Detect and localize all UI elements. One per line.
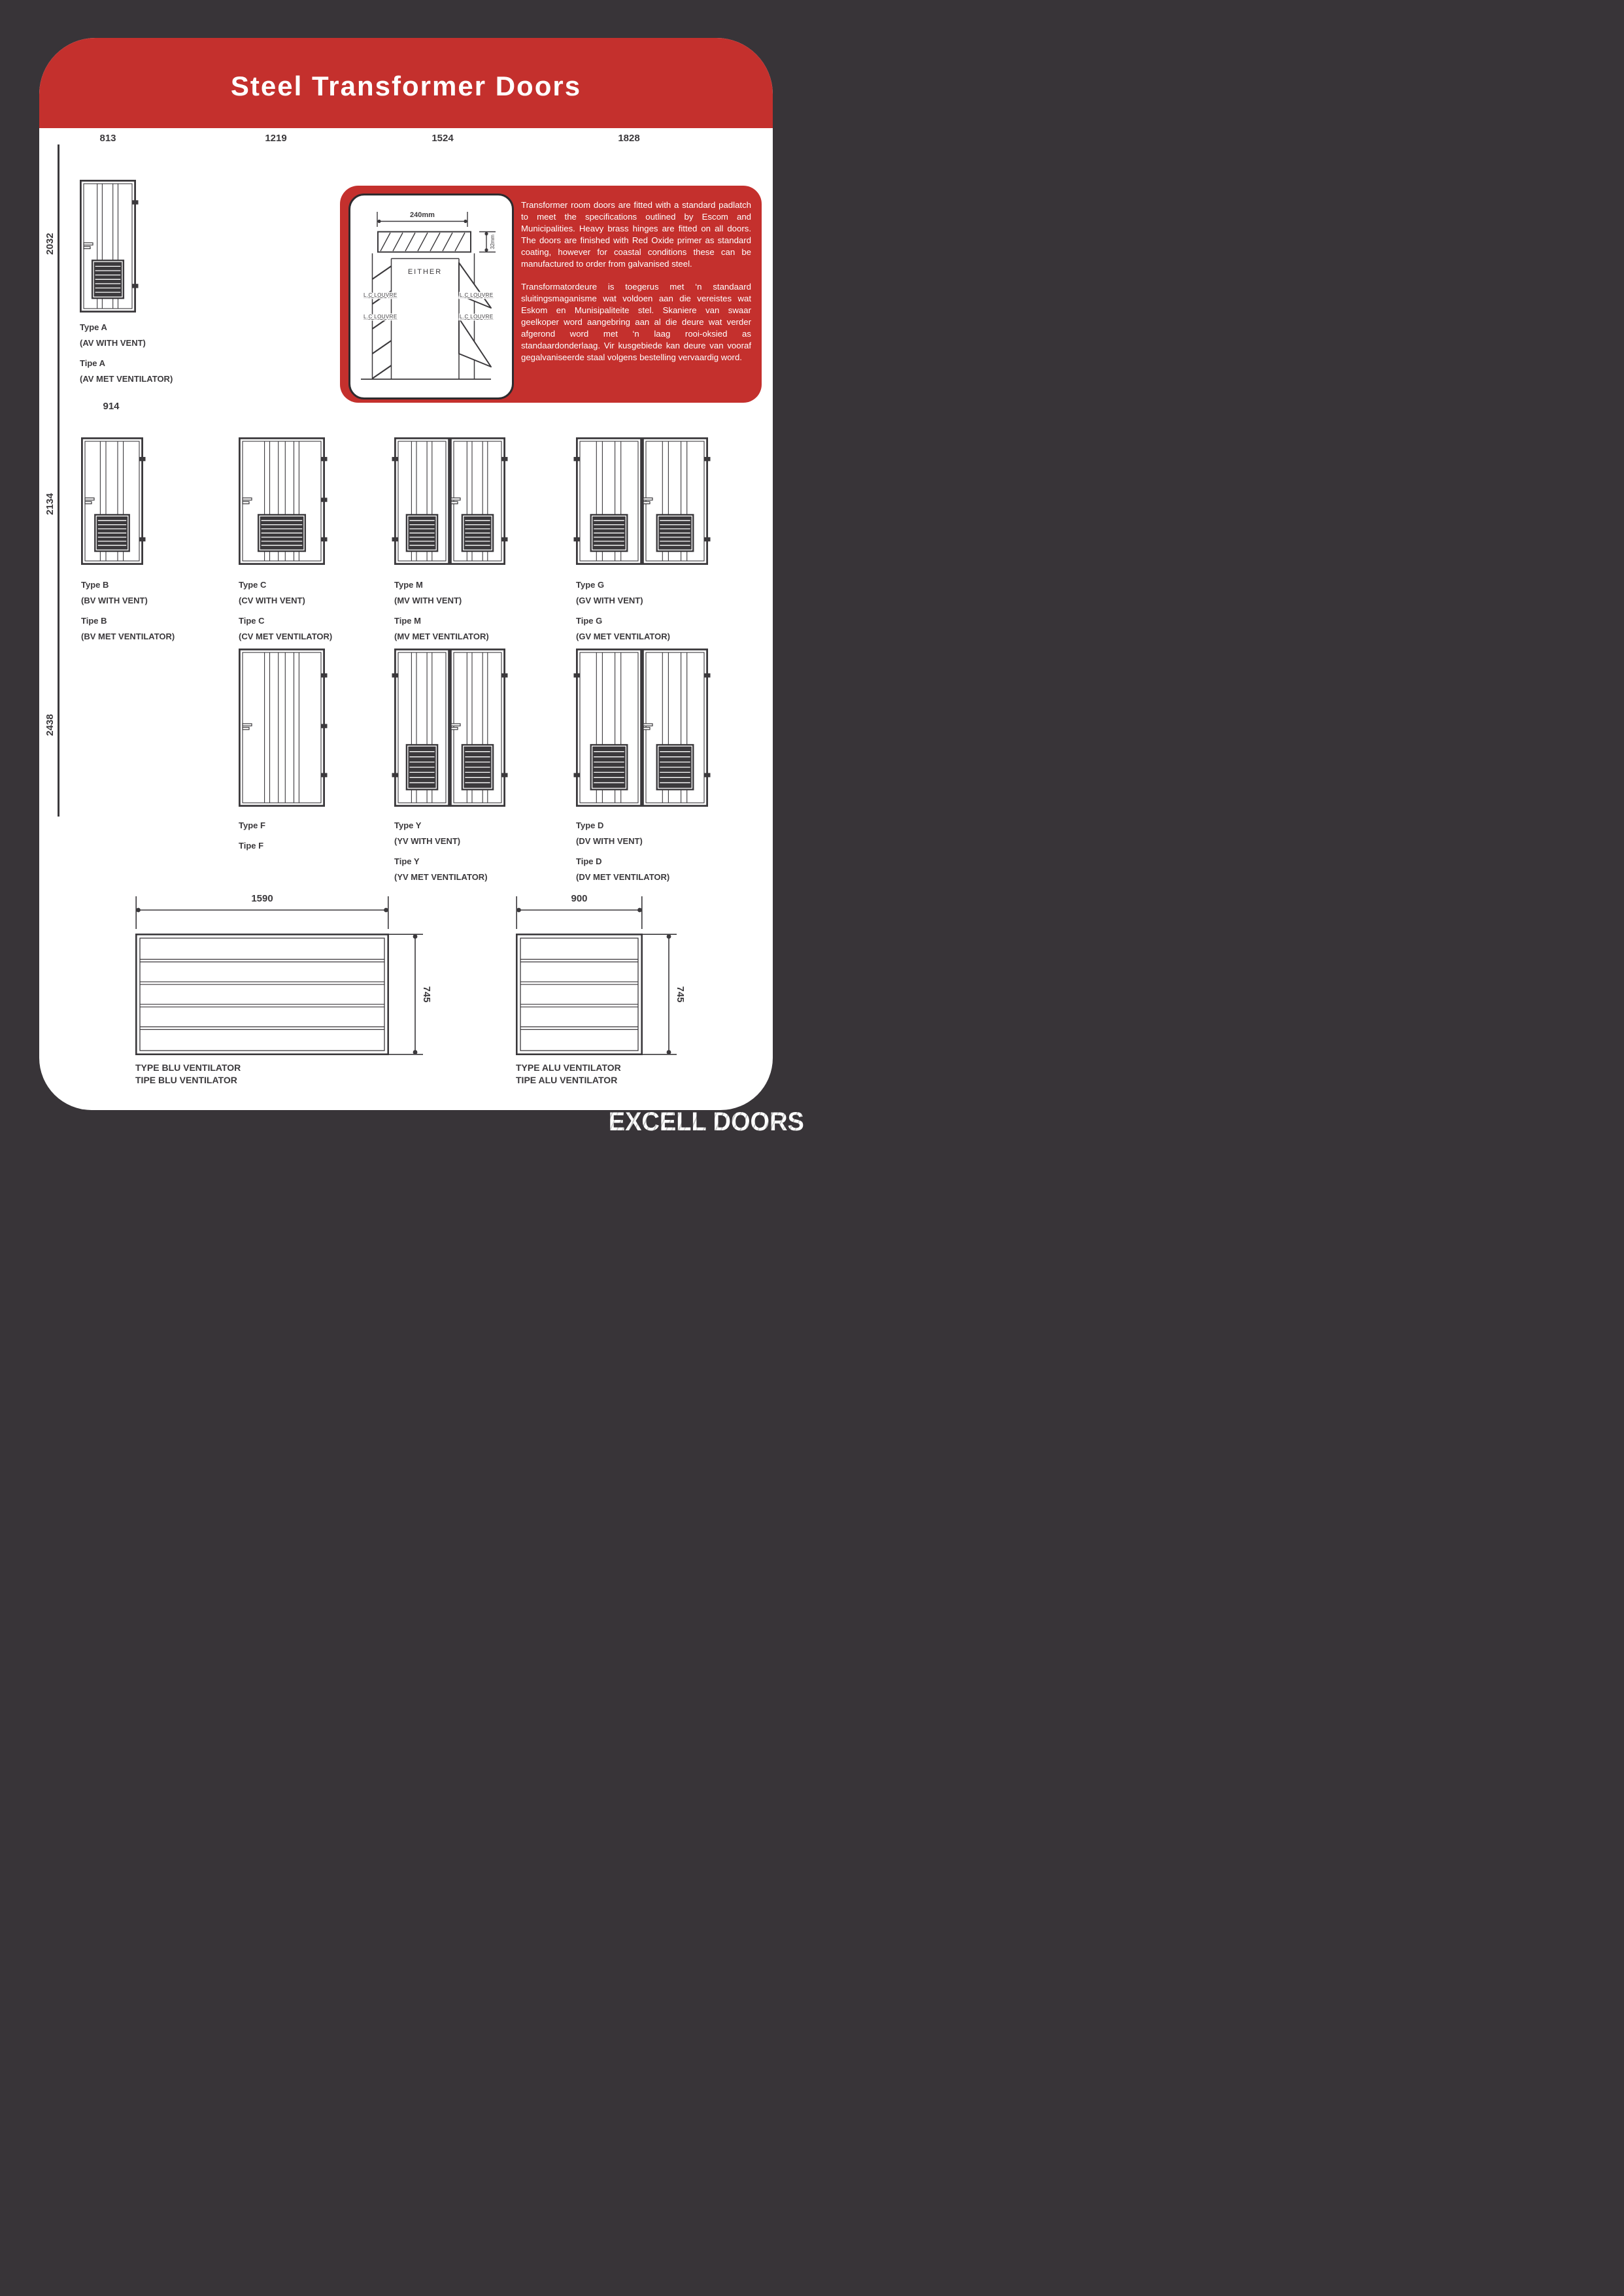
door-type-sublabel: (BV WITH VENT) <box>81 596 148 605</box>
ventilator-tipe-label: TIPE ALU VENTILATOR <box>516 1075 618 1085</box>
hinge-icon <box>133 284 139 288</box>
hinge-icon <box>502 457 508 461</box>
height-ruler-line <box>58 144 59 817</box>
door-type-label: Type F <box>239 820 265 830</box>
top-dim-1828: 1828 <box>618 133 640 144</box>
door-type-sublabel: (AV WITH VENT) <box>80 338 146 348</box>
side-dim-2438: 2438 <box>44 714 56 736</box>
door-type-sublabel: (MV WITH VENT) <box>394 596 462 605</box>
hinge-icon <box>133 200 139 204</box>
dim-32mm: 32mm <box>490 234 496 250</box>
ventilator-label-block <box>135 1062 241 1087</box>
hinge-icon <box>140 457 146 461</box>
door-label-block-m <box>394 577 489 645</box>
catalog-page <box>0 0 812 1148</box>
hinge-icon <box>502 673 508 677</box>
hinge-icon <box>705 457 711 461</box>
hinge-icon <box>322 537 328 541</box>
info-paragraph-english: Transformer room doors are fitted with a standard padlatch to meet the specifications outlined by Escom and Municipalities. Heavy brass hinges are fitted on all doors. The doors are finished with Red Oxide primer as standard coating, however for coastal conditions these can be manufactured to order from galvanised steel. <box>521 200 751 269</box>
door-type-label: Type G <box>576 580 605 590</box>
door-type-label: Type Y <box>394 820 422 830</box>
ventilator-type-label: TYPE ALU VENTILATOR <box>516 1062 621 1073</box>
hinge-icon <box>322 773 328 777</box>
hinge-icon <box>322 457 328 461</box>
hinge-icon <box>502 773 508 777</box>
top-dim-1524: 1524 <box>431 133 454 144</box>
door-label-block-b <box>81 577 175 645</box>
hinge-icon <box>322 724 328 728</box>
door-label-block-f <box>239 818 265 854</box>
door-drawing-m <box>390 437 509 565</box>
hinge-icon <box>502 537 508 541</box>
tech-drawing-svg <box>350 195 512 397</box>
door-tipe-sublabel: (GV MET VENTILATOR) <box>576 632 670 641</box>
door-type-sublabel: (YV WITH VENT) <box>394 836 461 846</box>
info-text <box>521 199 751 375</box>
door-type-sublabel: (CV WITH VENT) <box>239 596 305 605</box>
side-dim-2134: 2134 <box>44 493 56 515</box>
door-drawing-c <box>235 437 329 565</box>
hinge-icon <box>392 673 398 677</box>
either-label: EITHER <box>407 268 443 276</box>
lc-louvre-label-2: L.C LOUVRE <box>364 314 398 320</box>
page-title: Steel Transformer Doors <box>230 71 582 101</box>
door-label-block-g <box>576 577 670 645</box>
door-tipe-label: Tipe C <box>239 616 265 626</box>
louvre-section-drawing <box>348 194 514 399</box>
ventilator-drawing-blu <box>135 934 389 1055</box>
lc-louvre-label-4: L.C LOUVRE <box>460 314 494 320</box>
door-drawing-y <box>390 649 509 807</box>
ventilator-width-dim: 1590 <box>251 893 273 904</box>
hinge-icon <box>705 673 711 677</box>
dim-240mm: 240mm <box>410 211 435 219</box>
hinge-icon <box>574 673 580 677</box>
door-drawing-f <box>235 649 329 807</box>
door-type-label: Type B <box>81 580 109 590</box>
ventilator-height-dim: 745 <box>421 986 432 1003</box>
door-tipe-sublabel: (YV MET VENTILATOR) <box>394 872 488 882</box>
door-tipe-label: Tipe M <box>394 616 421 626</box>
hinge-icon <box>322 673 328 677</box>
lc-louvre-label-1: L.C LOUVRE <box>364 292 398 298</box>
louvre-blade-top <box>459 263 491 308</box>
door-type-label: Type D <box>576 820 604 830</box>
door-drawing-g <box>572 437 712 565</box>
door-tipe-label: Tipe G <box>576 616 603 626</box>
door-tipe-label: Tipe B <box>81 616 107 626</box>
door-type-sublabel: (DV WITH VENT) <box>576 836 643 846</box>
ventilator-drawing-alu <box>516 934 643 1055</box>
ventilator-width-dim: 900 <box>571 893 588 904</box>
side-dim-2032: 2032 <box>44 233 56 255</box>
door-tipe-sublabel: (CV MET VENTILATOR) <box>239 632 333 641</box>
door-tipe-label: Tipe Y <box>394 856 420 866</box>
door-label-block-c <box>239 577 332 645</box>
door-tipe-sublabel: (BV MET VENTILATOR) <box>81 632 175 641</box>
hinge-icon <box>574 773 580 777</box>
door-tipe-label: Tipe D <box>576 856 602 866</box>
door-tipe-label: Tipe F <box>239 841 264 851</box>
mid-dim-914: 914 <box>103 401 120 412</box>
info-box <box>340 186 762 403</box>
hinge-icon <box>140 537 146 541</box>
door-label-block-d <box>576 818 669 885</box>
door-drawing-d <box>572 649 712 807</box>
door-tipe-sublabel: (AV MET VENTILATOR) <box>80 374 173 384</box>
ventilator-tipe-label: TIPE BLU VENTILATOR <box>135 1075 237 1085</box>
ventilator-label-block <box>516 1062 621 1087</box>
door-tipe-sublabel: (DV MET VENTILATOR) <box>576 872 670 882</box>
catalog-sheet <box>39 38 773 1110</box>
door-type-label: Type M <box>394 580 423 590</box>
lc-louvre-label-3: L.C LOUVRE <box>460 292 494 298</box>
door-type-label: Type A <box>80 322 107 332</box>
door-tipe-sublabel: (MV MET VENTILATOR) <box>394 632 489 641</box>
header-banner <box>39 38 773 128</box>
louvre-blade-bottom <box>459 318 491 367</box>
info-paragraph-afrikaans: Transformatordeure is toegerus met ‘n standaard sluitingsmaganisme wat voldoen aan die vereistes wat Eskom en Munisipaliteite stel. Skaniere van swaar geelkoper word aangebring aan al die deure wat verder afgerond word met ‘n laag rooi-oksied as standaardonderlaag. Vir kusgebiede kan deure van vooraf gegalvaniseerde staal volgens bestelling vervaardig word. <box>521 282 751 362</box>
hinge-icon <box>392 537 398 541</box>
door-label-block-y <box>394 818 488 885</box>
hinge-icon <box>705 537 711 541</box>
company-logo: EXCELL DOORS <box>608 1107 804 1136</box>
hinge-icon <box>322 498 328 501</box>
door-drawing-a <box>76 180 140 312</box>
top-dim-1219: 1219 <box>265 133 287 144</box>
ventilator-height-dim: 745 <box>675 986 686 1003</box>
hinge-icon <box>574 457 580 461</box>
ventilator-type-label: TYPE BLU VENTILATOR <box>135 1062 241 1073</box>
hinge-icon <box>705 773 711 777</box>
hinge-icon <box>574 537 580 541</box>
door-tipe-label: Tipe A <box>80 358 106 368</box>
hinge-icon <box>392 773 398 777</box>
door-type-sublabel: (GV WITH VENT) <box>576 596 643 605</box>
hinge-icon <box>392 457 398 461</box>
door-label-block-a <box>80 320 173 387</box>
door-type-label: Type C <box>239 580 267 590</box>
door-drawing-b <box>77 437 147 565</box>
top-dim-813: 813 <box>99 133 116 144</box>
